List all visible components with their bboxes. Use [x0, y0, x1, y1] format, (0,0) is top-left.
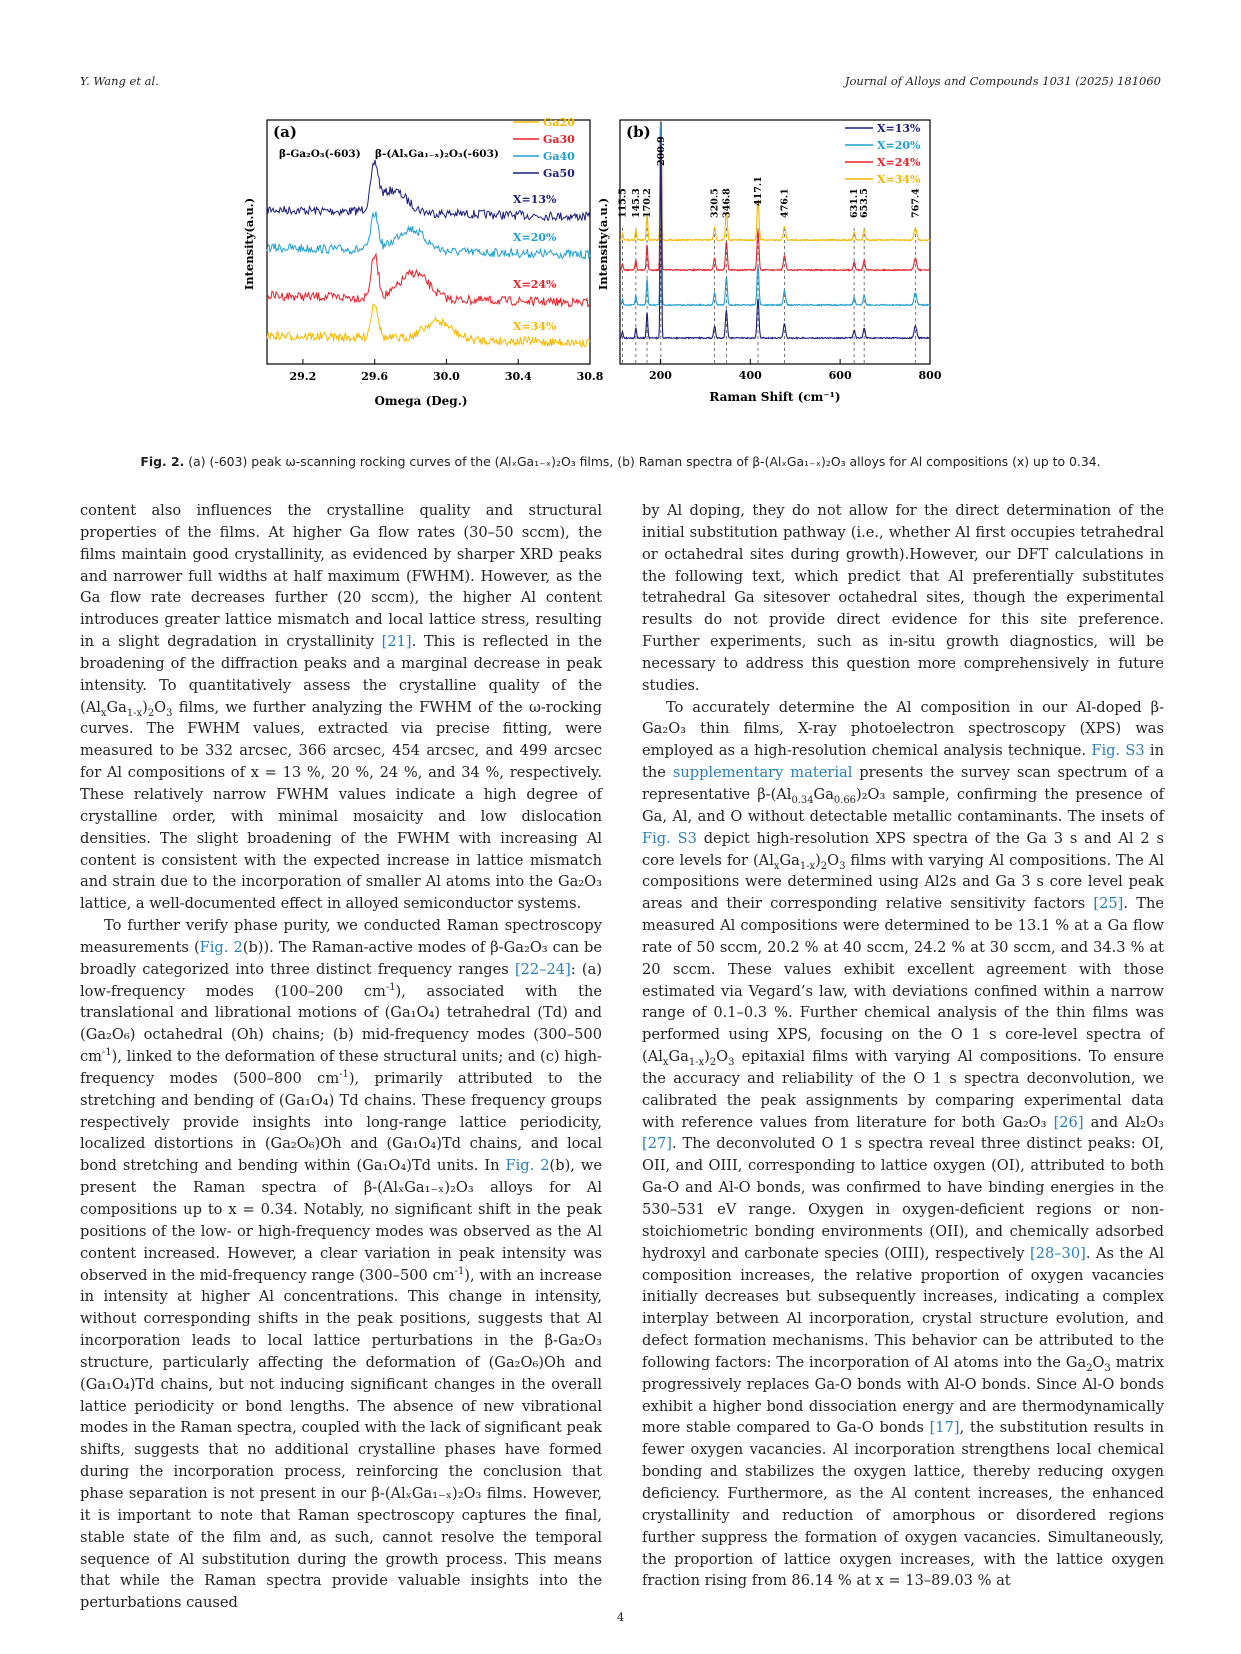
panel-b-peak-guides: [622, 228, 915, 364]
panel-b-ylabel: Intensity(a.u.): [596, 197, 610, 291]
legend-label: Ga20: [543, 116, 575, 129]
supplementary-link[interactable]: supplementary material: [672, 764, 853, 782]
figure-caption: [80, 454, 1161, 469]
paragraph: To further verify phase purity, we conducted Raman spectroscopy measurements (Fig. 2(b)). The Raman-active modes of β-Ga₂O₃ can be broadly categorized into three distinct frequency ranges [22–24]: (a) low-frequency modes (100–200 $cm^{-1}$), associated with the translational and librational motions of (Ga₁O₄) tetrahedral (Td) and (Ga₂O₆) octahedral (Oh) chains; (b) mid-frequency modes (300–500 $cm^{-1}$), linked to the deformation of these structural units; and (c) high-frequency modes (500–800 $cm^{-1}$), primarily attributed to the stretching and bending of (Ga₁O₄) Td chains. These frequency groups respectively provide insights into long-range lattice periodicity, localized distortions in (Ga₂O₆)Oh and (Ga₁O₄)Td chains, and local bond stretching and bending within (Ga₁O₄)Td units. In Fig. 2(b), we present the Raman spectra of β-(AlₓGa₁₋ₓ)₂O₃ alloys for Al compositions up to x = 0.34. Notably, no significant shift in the peak positions of the low- or high-frequency modes was observed as the Al content increased. However, a clear variation in peak intensity was observed in the mid-frequency range (300–500 $cm^{-1}$), with an increase in intensity at higher Al concentrations. This change in intensity, without corresponding shifts in the peak positions, suggests that Al incorporation leads to local lattice perturbations in the β-Ga₂O₃ structure, particularly affecting the deformation of (Ga₂O₆)Oh and (Ga₁O₄)Td chains, but not inducing significant changes in the overall lattice periodicity or bond lengths. The absence of new vibrational modes in the Raman spectra, coupled with the lack of significant peak shifts, suggests that no additional crystalline phases have formed during the incorporation process, reinforcing the conclusion that phase separation is not present in our β-(AlₓGa₁₋ₓ)₂O₃ films. However, it is important to note that Raman spectroscopy captures the final, stable state of the film and, as such, cannot resolve the temporal sequence of Al substitution during the growth process. This means that while the Raman spectra provide valuable insights into the perturbations caused: [80, 917, 603, 1612]
citation-link[interactable]: [22–24]: [514, 960, 571, 978]
panel-a-x-ticks: [289, 359, 603, 383]
peak-label: 476.1: [779, 188, 791, 218]
figure-caption-label: Fig. 2.: [140, 454, 185, 469]
citation-link[interactable]: [25]: [1093, 895, 1124, 913]
peak-label: 200.9: [655, 136, 667, 166]
panel-a-curves: [267, 160, 590, 347]
legend-label: Ga30: [543, 133, 575, 146]
figure-link[interactable]: Fig. 2: [199, 938, 243, 956]
body-column-left: [80, 500, 602, 1614]
body-column-right: [642, 500, 1164, 1592]
x-tick-label: 200: [648, 369, 672, 382]
citation-link[interactable]: [17]: [929, 1419, 960, 1437]
x-tick-label: 400: [738, 369, 762, 382]
legend-label: X=24%: [877, 156, 921, 169]
rocking-curve-ga50: [267, 160, 590, 221]
peak-label: 170.2: [642, 188, 654, 218]
figure-link[interactable]: Fig. 2: [505, 1157, 550, 1175]
x-tick-label: 29.6: [361, 370, 389, 383]
legend-label: X=13%: [877, 122, 921, 135]
legend-label: X=34%: [877, 173, 921, 186]
peak-label: 653.5: [859, 188, 871, 218]
citation-link[interactable]: [21]: [381, 633, 412, 651]
x-tick-label: 30.8: [576, 370, 604, 383]
curve-label: X=34%: [513, 320, 557, 333]
panel-a-label: (a): [273, 123, 297, 141]
citation-link[interactable]: [28–30]: [1030, 1244, 1086, 1262]
panel-b-x-ticks: [649, 359, 942, 382]
figure-caption-text: (a) (-603) peak ω-scanning rocking curves of the (AlₓGa₁₋ₓ)₂O₃ films, (b) Raman spectra of β-(AlₓGa₁₋ₓ)₂O₃ alloys for Al compositions (x) up to 0.34.: [188, 454, 1101, 469]
peak-label: 417.1: [752, 176, 764, 206]
x-tick-label: 30.0: [433, 370, 460, 383]
panel-a-ylabel: Intensity(a.u.): [242, 197, 256, 291]
panel-a-legend: [513, 116, 575, 180]
x-tick-label: 29.2: [289, 370, 317, 383]
x-tick-label: 30.4: [504, 370, 532, 383]
panel-b-legend: [845, 122, 921, 186]
figure-2: [242, 116, 1005, 440]
legend-label: Ga40: [543, 150, 575, 163]
panel-b-label: (b): [626, 123, 651, 141]
panel-a-annotation-left: β-Ga₂O₃(-603): [279, 148, 361, 160]
paragraph: To accurately determine the Al composition in our Al-doped β-Ga₂O₃ thin films, X-ray photoelectron spectroscopy (XPS) was employed as a high-resolution chemical analysis technique. Fig. S3 in the supplementary material presents the survey scan spectrum of a representative $\beta-(Al_{0.34}Ga_{0.66})_2O_3$ sample, confirming the presence of Ga, Al, and O without detectable metallic contaminants. The insets of Fig. S3 depict high-resolution XPS spectra of the Ga 3 s and Al 2 s core levels for $(Al_xGa_{1-x})_2O_3$ films with varying Al compositions. The Al compositions were determined using Al2s and Ga 3 s core level peak areas and their corresponding relative sensitivity factors [25]. The measured Al compositions were determined to be 13.1 % at a Ga flow rate of 50 sccm, 20.2 % at 40 sccm, 24.2 % at 30 sccm, and 34.3 % at 20 sccm. These values exhibit excellent agreement with those estimated via Vegard’s law, with deviations confined within a narrow range of 0.1–0.3 %. Further chemical analysis of the thin films was performed using XPS, focusing on the O 1 s core-level spectra of $(Al_xGa_{1-x})_2O_3$ epitaxial films with varying Al compositions. To ensure the accuracy and reliability of the O 1 s spectra deconvolution, we calibrated the peak assignments by comparing experimental data with reference values from literature for both Ga₂O₃ [26] and Al₂O₃ [27]. The deconvoluted O 1 s spectra reveal three distinct peaks: OI, OII, and OIII, corresponding to lattice oxygen (OI), attributed to both Ga-O and Al-O bonds, was confirmed to have binding energies in the 530–531 eV range. Oxygen in oxygen-deficient regions or non-stoichiometric bonding environments (OII), and chemically adsorbed hydroxyl and carbonate species (OIII), respectively [28–30]. As the Al composition increases, the relative proportion of oxygen vacancies initially decreases but subsequently increases, indicating a complex interplay between Al incorporation, crystal structure evolution, and defect formation mechanisms. This behavior can be attributed to the following factors: The incorporation of Al atoms into the $Ga_2O_3$ matrix progressively replaces Ga-O bonds with Al-O bonds. Since Al-O bonds exhibit a higher bond dissociation energy and are thermodynamically more stable compared to Ga-O bonds [17], the substitution results in fewer oxygen vacancies. Al incorporation strengthens local chemical bonding and stabilizes the oxygen lattice, thereby reducing oxygen deficiency. Furthermore, as the Al content increases, the enhanced crystallinity and reduction of amorphous or disordered regions further suppress the formation of oxygen vacancies. Simultaneously, the proportion of lattice oxygen increases, with the lattice oxygen fraction rising from 86.14 % at x = 13–89.03 % at: [642, 698, 1165, 1590]
panel-b-peak-labels: [617, 136, 921, 218]
peak-label: 320.5: [709, 188, 721, 218]
peak-label: 631.1: [849, 188, 861, 218]
figure-2-svg: [242, 116, 1005, 440]
paragraph: by Al doping, they do not allow for the direct determination of the initial substitution pathway (i.e., whether Al first occupies tetrahedral or octahedral sites during growth).However, our DFT calculations in the following text, which predict that Al preferentially substitutes tetrahedral Ga sitesover octahedral sites, though the experimental results do not provide direct evidence for this site preference. Further experiments, such as in-situ growth diagnostics, will be necessary to address this question more comprehensively in future studies.: [642, 502, 1164, 694]
citation-link[interactable]: [27]: [642, 1135, 672, 1153]
paragraph: content also influences the crystalline quality and structural properties of the films. At higher Ga flow rates (30–50 sccm), the films maintain good crystallinity, as evidenced by sharper XRD peaks and narrower full widths at half maximum (FWHM). However, as the Ga flow rate decreases further (20 sccm), the higher Al content introduces greater lattice mismatch and local lattice stress, resulting in a slight degradation in crystallinity [21]. This is reflected in the broadening of the diffraction peaks and a marginal decrease in peak intensity. To quantitatively assess the crystalline quality of the $(Al_xGa_{1-x})_2O_3$ films, we further analyzing the FWHM of the ω-rocking curves. The FWHM values, extracted via precise fitting, were measured to be 332 arcsec, 366 arcsec, 454 arcsec, and 499 arcsec for Al compositions of x = 13 %, 20 %, 24 %, and 34 %, respectively. These relatively narrow FWHM values indicate a high degree of crystalline order, with minimal mosaicity and low dislocation densities. The slight broadening of the FWHM with increasing Al content is consistent with the expected increase in lattice mismatch and strain due to the incorporation of smaller Al atoms into the Ga₂O₃ lattice, a well-documented effect in alloyed semiconductor systems.: [80, 502, 603, 913]
panel-b-xlabel: Raman Shift (cm⁻¹): [709, 390, 841, 404]
x-tick-label: 600: [828, 369, 852, 382]
peak-label: 115.5: [617, 188, 629, 218]
curve-label: X=24%: [513, 278, 557, 291]
peak-label: 145.3: [630, 188, 642, 218]
curve-label: X=13%: [513, 193, 557, 206]
panel-a-xlabel: Omega (Deg.): [374, 394, 468, 408]
figure-link[interactable]: Fig. S3: [1091, 742, 1145, 760]
curve-label: X=20%: [513, 231, 557, 244]
panel-a-annotation-right: β-(AlₓGa₁₋ₓ)₂O₃(-603): [375, 148, 499, 160]
running-header-journal: Journal of Alloys and Compounds 1031 (2025) 181060: [844, 74, 1161, 88]
legend-label: X=20%: [877, 139, 921, 152]
running-header-authors: Y. Wang et al.: [80, 74, 159, 88]
peak-label: 346.8: [721, 188, 733, 218]
page-number: 4: [616, 1610, 625, 1624]
figure-link[interactable]: Fig. S3: [642, 829, 697, 847]
citation-link[interactable]: [26]: [1053, 1113, 1084, 1131]
x-tick-label: 800: [918, 369, 942, 382]
legend-label: Ga50: [543, 167, 575, 180]
panel-a-curve-labels: [513, 193, 557, 333]
peak-label: 767.4: [910, 188, 922, 218]
